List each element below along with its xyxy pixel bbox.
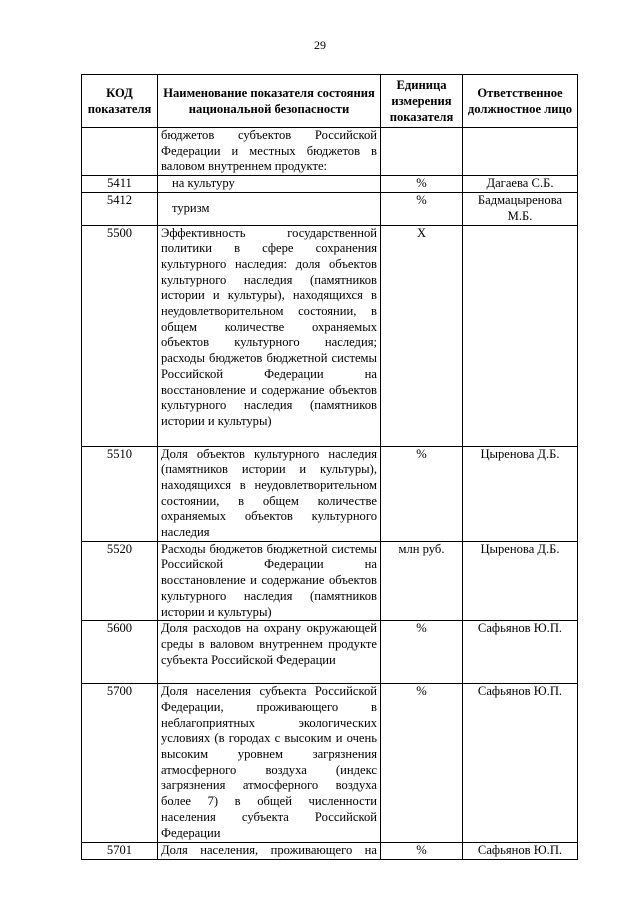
cell-name: Расходы бюджетов бюджетной системы Российской Федерации на восстановление и содержание объектов культурного наследия (памятников истории и культуры) xyxy=(158,541,381,621)
cell-unit: % xyxy=(381,843,463,860)
cell-responsible: Сафьянов Ю.П. xyxy=(463,843,578,860)
table-row xyxy=(82,843,578,860)
cell-code: 5500 xyxy=(82,225,158,446)
cell-responsible xyxy=(463,225,578,446)
table-row xyxy=(82,193,578,225)
cell-unit: % xyxy=(381,684,463,843)
table-header-row xyxy=(82,75,578,128)
cell-code: 5411 xyxy=(82,176,158,193)
cell-unit: Х xyxy=(381,225,463,446)
cell-name: бюджетов субъектов Российской Федерации и местных бюджетов в валовом внутреннем продукте: xyxy=(158,128,381,176)
cell-unit: % xyxy=(381,446,463,541)
table-row xyxy=(82,684,578,843)
cell-unit xyxy=(381,128,463,176)
cell-responsible: Бадмацыренова М.Б. xyxy=(463,193,578,225)
cell-code: 5701 xyxy=(82,843,158,860)
page-number: 29 xyxy=(314,38,326,52)
cell-responsible xyxy=(463,128,578,176)
cell-code: 5600 xyxy=(82,621,158,684)
cell-code: 5520 xyxy=(82,541,158,621)
cell-code: 5700 xyxy=(82,684,158,843)
cell-unit: % xyxy=(381,621,463,684)
header-unit: Единица измерения показателя xyxy=(381,75,463,128)
cell-name: Доля объектов культурного наследия (памятников истории и культуры), находящихся в неудовлетворительном состоянии, в общем количестве охраняемых объектов культурного наследия xyxy=(158,446,381,541)
cell-unit: млн руб. xyxy=(381,541,463,621)
cell-name: туризм xyxy=(158,193,381,225)
table-row xyxy=(82,446,578,541)
cell-name: Доля населения субъекта Российской Федерации, проживающего в неблагоприятных экологических условиях (в городах с высоким и очень высоким уровнем загрязнения атмосферного воздуха (индекс загрязнения атмосферного воздуха более 7) в общей численности населения субъекта Российской Федерации xyxy=(158,684,381,843)
cell-responsible: Цыренова Д.Б. xyxy=(463,446,578,541)
table-row xyxy=(82,541,578,621)
cell-name: Доля расходов на охрану окружающей среды в валовом внутреннем продукте субъекта Российской Федерации xyxy=(158,621,381,684)
cell-name: Эффективность государственной политики в сфере сохранения культурного наследия: доля объектов культурного наследия (памятников истории и культуры), находящихся в неудовлетворительном состоянии, в общем количестве охраняемых объектов культурного наследия; расходы бюджетов бюджетной системы Российской Федерации на восстановление и содержание объектов культурного наследия (памятников истории и культуры) xyxy=(158,225,381,446)
cell-name: на культуру xyxy=(158,176,381,193)
table-row xyxy=(82,176,578,193)
cell-unit: % xyxy=(381,193,463,225)
cell-code: 5412 xyxy=(82,193,158,225)
table-row xyxy=(82,128,578,176)
cell-responsible: Сафьянов Ю.П. xyxy=(463,621,578,684)
cell-responsible: Цыренова Д.Б. xyxy=(463,541,578,621)
table-row xyxy=(82,621,578,684)
cell-responsible: Сафьянов Ю.П. xyxy=(463,684,578,843)
cell-unit: % xyxy=(381,176,463,193)
cell-code: 5510 xyxy=(82,446,158,541)
cell-responsible: Дагаева С.Б. xyxy=(463,176,578,193)
header-name: Наименование показателя состояния национальной безопасности xyxy=(158,75,381,128)
header-code: КОД показателя xyxy=(82,75,158,128)
cell-name: Доля населения, проживающего на xyxy=(158,843,381,860)
indicators-table xyxy=(81,74,578,860)
header-responsible: Ответственное должностное лицо xyxy=(463,75,578,128)
cell-code xyxy=(82,128,158,176)
table-row xyxy=(82,225,578,446)
